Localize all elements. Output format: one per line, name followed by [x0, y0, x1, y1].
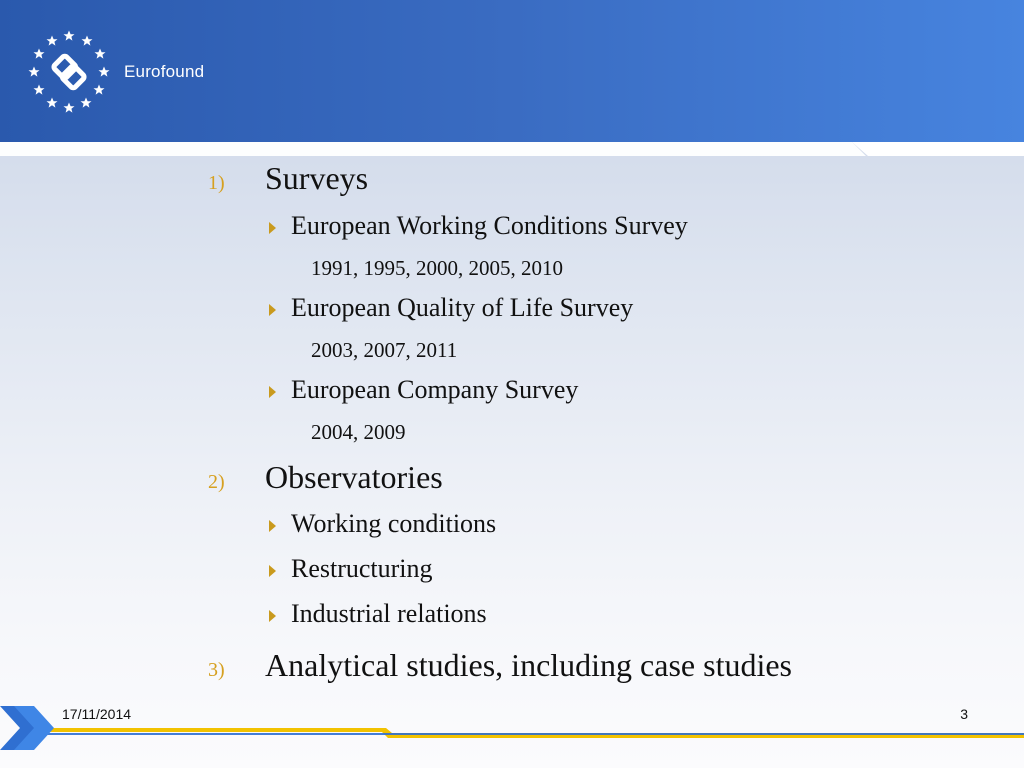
bullet-item-detail: 2004, 2009: [311, 420, 406, 444]
bullet-arrow-icon: [269, 304, 276, 316]
bullet-item-label: Industrial relations: [291, 599, 487, 628]
bullet-item-label: European Working Conditions Survey: [291, 211, 688, 240]
section-number: 3): [208, 659, 225, 681]
bullet-item-label: Working conditions: [291, 509, 497, 538]
footer-decoration: [0, 698, 1024, 768]
bullet-arrow-icon: [269, 520, 276, 532]
bullet-arrow-icon: [269, 610, 276, 622]
brand-name: Eurofound: [124, 62, 205, 81]
bullet-arrow-icon: [269, 386, 276, 398]
footer-date: 17/11/2014: [62, 706, 132, 722]
section-title: Surveys: [265, 160, 369, 196]
bullet-item-label: Restructuring: [291, 554, 433, 583]
section-title: Analytical studies, including case studies: [265, 647, 792, 683]
bullet-arrow-icon: [269, 565, 276, 577]
section-number: 2): [208, 471, 225, 493]
bullet-arrow-icon: [269, 222, 276, 234]
bullet-item-detail: 2003, 2007, 2011: [311, 338, 458, 362]
section-title: Observatories: [265, 459, 443, 495]
bullet-item-label: European Company Survey: [291, 375, 579, 404]
footer-page-number: 3: [960, 706, 968, 722]
section-number: 1): [208, 172, 225, 194]
bullet-item-label: European Quality of Life Survey: [291, 293, 634, 322]
bullet-item-detail: 1991, 1995, 2000, 2005, 2010: [311, 256, 563, 280]
